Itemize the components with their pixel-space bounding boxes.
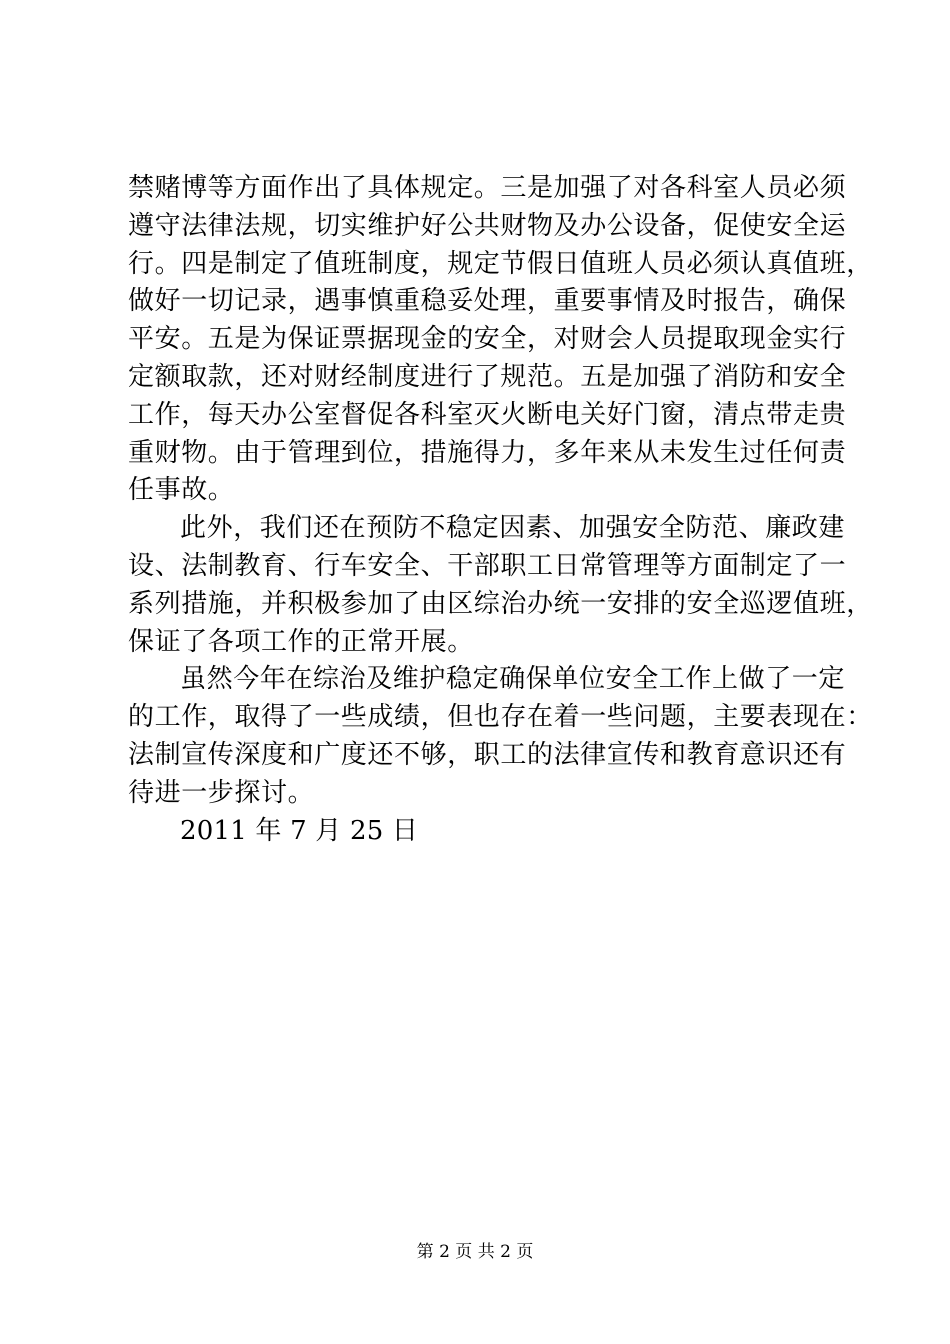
text-line: 法制宣传深度和广度还不够，职工的法律宣传和教育意识还有 (128, 739, 847, 770)
document-body (128, 170, 873, 850)
text-line: 待进一步探讨。 (128, 777, 315, 808)
text-line: 工作，每天办公室督促各科室灭火断电关好门窗，清点带走贵 (128, 399, 847, 430)
text-line: 重财物。由于管理到位，措施得力，多年来从未发生过任何责 (128, 437, 847, 468)
document-date: 2011 年 7 月 25 日 (180, 815, 419, 846)
text-line: 保证了各项工作的正常开展。 (128, 626, 474, 657)
text-line: 任事故。 (128, 475, 235, 506)
paragraph-first-line: 此外，我们还在预防不稳定因素、加强安全防范、廉政建 (180, 513, 846, 544)
text-line: 设、法制教育、行车安全、干部职工日常管理等方面制定了一 (128, 550, 847, 581)
text-line: 行。四是制定了值班制度，规定节假日值班人员必须认真值班， (128, 248, 873, 279)
text-line: 禁赌博等方面作出了具体规定。三是加强了对各科室人员必须 (128, 173, 847, 203)
page-number-footer: 第 2 页 共 2 页 (416, 1242, 534, 1262)
text-line: 系列措施，并积极参加了由区综治办统一安排的安全巡逻值班， (128, 588, 873, 619)
text-line: 的工作，取得了一些成绩，但也存在着一些问题，主要表现在： (128, 702, 873, 733)
text-line: 平安。五是为保证票据现金的安全，对财会人员提取现金实行 (128, 324, 847, 355)
text-line: 定额取款，还对财经制度进行了规范。五是加强了消防和安全 (128, 361, 847, 392)
paragraph-first-line: 虽然今年在综治及维护稳定确保单位安全工作上做了一定 (180, 664, 846, 695)
text-line: 做好一切记录，遇事慎重稳妥处理，重要事情及时报告，确保 (128, 286, 847, 317)
text-line: 遵守法律法规，切实维护好公共财物及办公设备，促使安全运 (128, 210, 847, 241)
